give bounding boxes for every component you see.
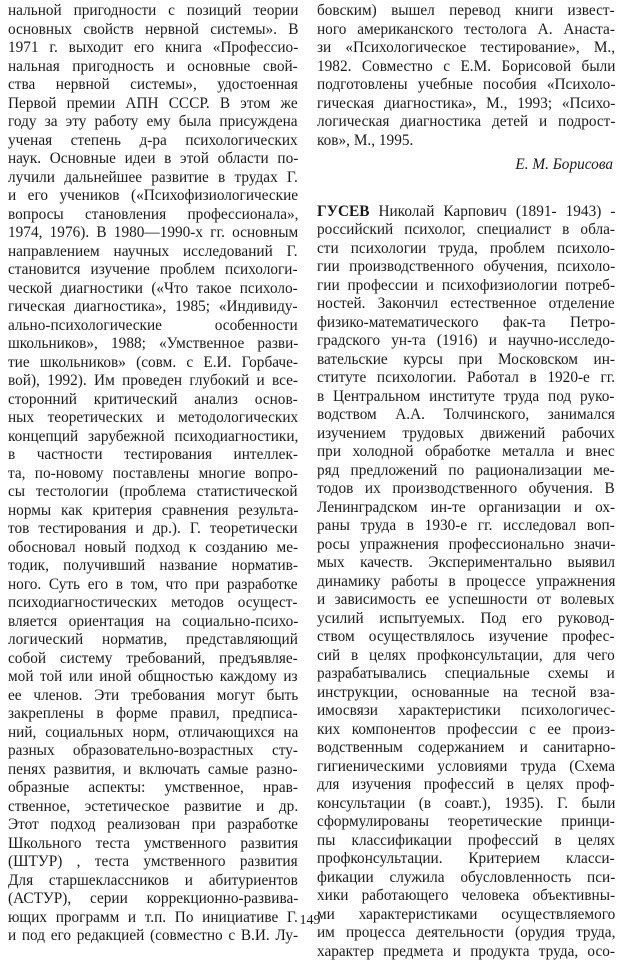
text-line: вопросы становления профессионала», xyxy=(8,206,298,225)
text-line: (ШТУР) , теста умственного развития xyxy=(8,853,298,872)
text-line: росы упражнения профессионально значи- xyxy=(317,536,615,555)
text-line: году за эту работу ему была присуждена xyxy=(8,113,298,132)
text-line: пенях развития, и включать самые разно- xyxy=(8,761,298,780)
text-line: гии производственного обучения, психоло- xyxy=(317,258,615,277)
text-line: разных образовательно-возрастных сту- xyxy=(8,742,298,761)
text-line: ми характеристиками осуществляемого xyxy=(317,906,615,925)
text-line: сформулированы теоретические принци- xyxy=(317,813,615,832)
text-line: ученая степень д-ра психологических xyxy=(8,132,298,151)
text-line: школьников», 1988; «Умственное разви- xyxy=(8,335,298,354)
text-line: водственным содержанием и санитарно- xyxy=(317,739,615,758)
text-line: раны труда в 1930-е гг. исследовал воп- xyxy=(317,517,615,536)
text-line: лучили дальнейшее развитие в трудах Г. xyxy=(8,169,298,188)
text-line: и зависимость ее успешности от волевых xyxy=(317,591,615,610)
text-line: в частности тестирования интеллек- xyxy=(8,446,298,465)
text-line: нальная пригодность и основные свой- xyxy=(8,58,298,77)
text-line: сы тестологии (проблема статистической xyxy=(8,483,298,502)
entry-gusev xyxy=(317,203,615,961)
text-line: и его учеников («Психофизиологические xyxy=(8,187,298,206)
text-line: Для старшеклассников и абитуриентов xyxy=(8,872,298,891)
text-line: обосновал новый подход к созданию ме- xyxy=(8,539,298,558)
text-line: динамику работы в процессе упражнения xyxy=(317,573,615,592)
text-line: подготовлены учебные пособия «Психоло- xyxy=(317,76,615,95)
text-line: нормы как критерия сравнения результа- xyxy=(8,502,298,521)
text-line: ного американского тестолога А. Анаста- xyxy=(317,21,615,40)
text-line: образные аспекты: умственное, нрав- xyxy=(8,779,298,798)
text-line: вательские курсы при Московском ин- xyxy=(317,351,615,370)
text-line: пы классификации профессий в целях xyxy=(317,832,615,851)
author-signature: Е. М. Борисова xyxy=(317,156,615,175)
text-line: ностей. Закончил естественное отделение xyxy=(317,295,615,314)
text-line: российский психолог, специалист в обла- xyxy=(317,221,615,240)
text-line: собой систему требований, предъявляе- xyxy=(8,650,298,669)
text-line: тодик, получивший название норматив- xyxy=(8,557,298,576)
text-line: логическая диагностика детей и подрост- xyxy=(317,113,615,132)
text-line: ких компонентов профессии с ее произ- xyxy=(317,721,615,740)
text-line: 1982. Совместно с Е.М. Борисовой были xyxy=(317,58,615,77)
text-line: та, по-новому поставлены многие вопро- xyxy=(8,465,298,484)
text-line: ного. Суть его в том, что при разработке xyxy=(8,576,298,595)
text-line: ально-психологические особенности xyxy=(8,317,298,336)
text-line: вой), 1992). Им проведен глубокий и все- xyxy=(8,372,298,391)
text-line: сий в целях профконсультации, для чего xyxy=(317,647,615,666)
text-line: разрабатывались специальные схемы и xyxy=(317,665,615,684)
text-line: ческой диагностики («Что такое психоло- xyxy=(8,280,298,299)
text-line: ее членов. Эти требования могут быть xyxy=(8,687,298,706)
text-line: вляется ориентация на социально-психо- xyxy=(8,613,298,632)
text-line: фикации служила обусловленность пси- xyxy=(317,869,615,888)
text-line: усилий испытуемых. Под его руковод- xyxy=(317,610,615,629)
text-line: направлением научных исследований Г. xyxy=(8,243,298,262)
text-line: ющих программ и т.п. По инициативе Г. xyxy=(8,909,298,928)
text-line: логический норматив, представляющий xyxy=(8,631,298,650)
text-line: ституте психологии. Работал в 1920-е гг. xyxy=(317,369,615,388)
text-line: гическая диагностика», М., 1993; «Психо- xyxy=(317,95,615,114)
text-line: хики работающего человека объективны- xyxy=(317,887,615,906)
text-line: ряд предложений по рационализации ме- xyxy=(317,462,615,481)
text-line: инструкции, основанные на тесной вза- xyxy=(317,684,615,703)
text-line: основных свойств нервной системы». В xyxy=(8,21,298,40)
text-line: зи «Психологическое тестирование», М., xyxy=(317,39,615,58)
text-line: тодов их производственного обучения. В xyxy=(317,480,615,499)
text-line: 1971 г. выходит его книга «Профессио- xyxy=(8,39,298,58)
entry-first-line-text: Николай Карпович (1891- 1943) - xyxy=(369,203,615,220)
text-line: Первой премии АПН СССР. В этом же xyxy=(8,95,298,114)
text-line: концепций зарубежной психодиагностики, xyxy=(8,428,298,447)
text-line: (АСТУР), серии коррекционно-развива- xyxy=(8,890,298,909)
text-line: градского ун-та (1916) и научно-исследо- xyxy=(317,332,615,351)
text-line: 1974, 1976). В 1980—1990-х гг. основным xyxy=(8,224,298,243)
page-number: 149 xyxy=(0,913,620,929)
text-line: сторонний критический анализ основ- xyxy=(8,391,298,410)
text-line: сти психологии труда, проблем психоло- xyxy=(317,240,615,259)
text-line: в Центральном институте труда под руко- xyxy=(317,388,615,407)
text-line: ства нервной системы», удостоенная xyxy=(8,76,298,95)
text-line: имосвязи характеристики психологичес- xyxy=(317,702,615,721)
text-line: тие школьников» (совм. с Е.И. Горбаче- xyxy=(8,354,298,373)
entry-body xyxy=(317,221,615,961)
text-line: ственное, эстетическое развитие и др. xyxy=(8,798,298,817)
entry-headword: ГУСЕВ xyxy=(317,203,369,220)
text-line: психодиагностических методов осущест- xyxy=(8,594,298,613)
text-line: водством А.А. Толчинского, занимался xyxy=(317,406,615,425)
text-line: ством осуществлялось изучение профес- xyxy=(317,628,615,647)
text-line: консультации (в соавт.), 1935). Г. были xyxy=(317,795,615,814)
text-line: бовским) вышел перевод книги извест- xyxy=(317,2,615,21)
previous-entry-continuation xyxy=(317,2,615,150)
text-line: для изучения профессий в целях проф- xyxy=(317,776,615,795)
text-line: им процесса деятельности (орудия труда, xyxy=(317,924,615,943)
text-line: Этот подход реализован при разработке xyxy=(8,816,298,835)
text-line: Школьного теста умственного развития xyxy=(8,835,298,854)
text-line: Ленинградском ин-те организации и ох- xyxy=(317,499,615,518)
text-line: нальной пригодности с позиций теории xyxy=(8,2,298,21)
right-column xyxy=(317,2,615,961)
text-line: ных теоретических и методологических xyxy=(8,409,298,428)
text-line: и под его редакцией (совместно с В.И. Лу- xyxy=(8,927,298,946)
text-line: мой той или иной общностью каждому из xyxy=(8,668,298,687)
text-line: гическая диагностика», 1985; «Индивиду- xyxy=(8,298,298,317)
text-line: при холодной обработке металла и внес xyxy=(317,443,615,462)
text-line: мых качеств. Экспериментально выявил xyxy=(317,554,615,573)
text-line: наук. Основные идеи в этой области по- xyxy=(8,150,298,169)
text-line: гии профессии и психофизиологии потреб- xyxy=(317,277,615,296)
left-column xyxy=(8,2,298,946)
entry-first-line xyxy=(317,203,615,222)
text-line: гигиеническими условиями труда (Схема xyxy=(317,758,615,777)
text-line: ков», М., 1995. xyxy=(317,132,615,151)
text-line: ний, социальных норм, отличающихся на xyxy=(8,724,298,743)
text-line: физико-математического фак-та Петро- xyxy=(317,314,615,333)
text-line: тов тестирования и др.). Г. теоретически xyxy=(8,520,298,539)
text-line: характер предмета и продукта труда, осо- xyxy=(317,943,615,961)
text-line: становится изучение проблем психологи- xyxy=(8,261,298,280)
text-line: изучением трудовых движений рабочих xyxy=(317,425,615,444)
text-line: закреплены в форме правил, предписа- xyxy=(8,705,298,724)
text-line: профконсультации. Критерием класси- xyxy=(317,850,615,869)
